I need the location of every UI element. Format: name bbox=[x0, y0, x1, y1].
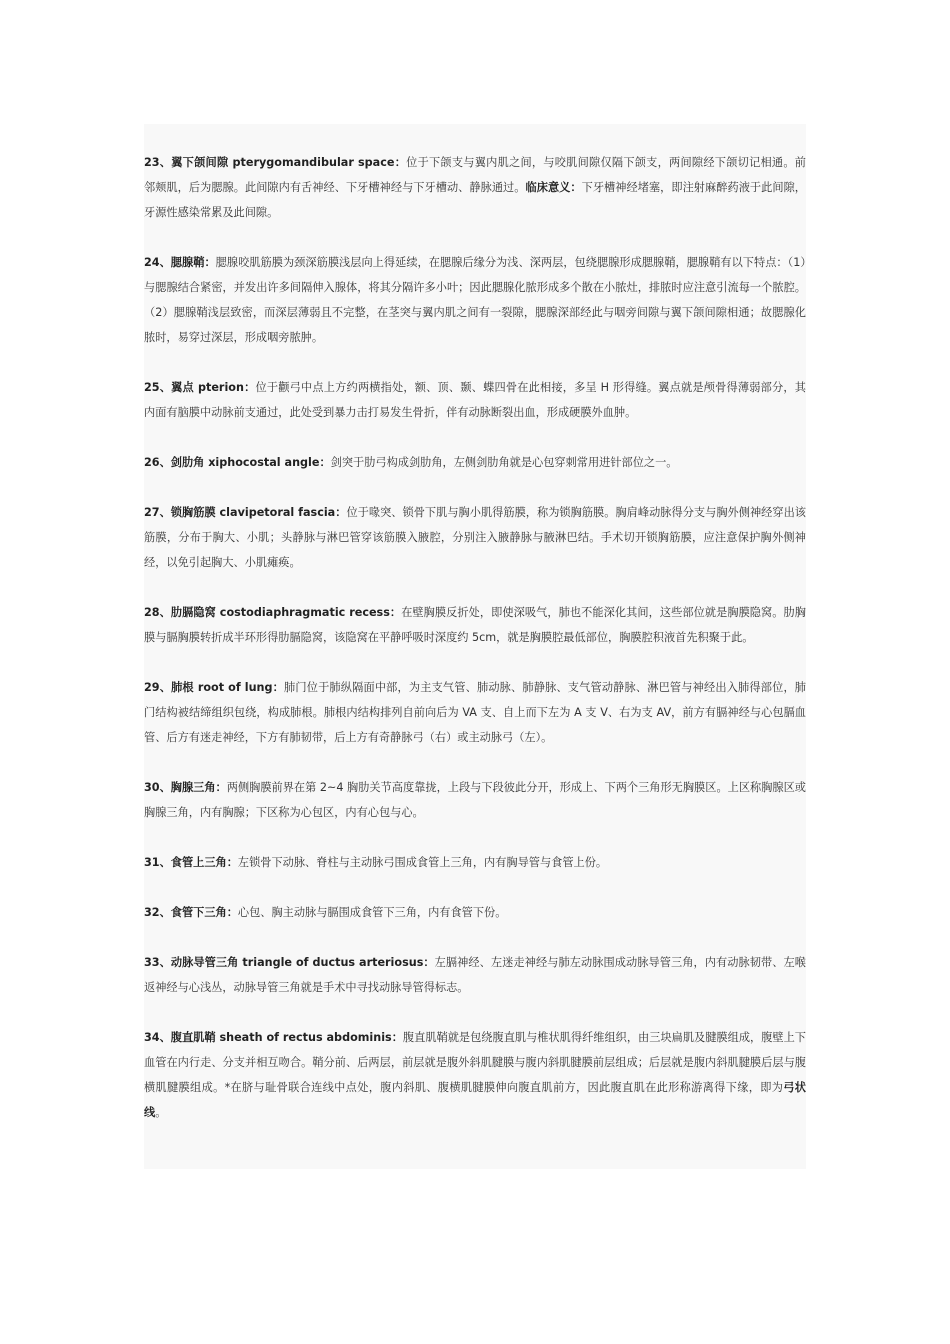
entry-32 bbox=[144, 900, 806, 925]
entry-text: 腹直肌鞘就是包绕腹直肌与椎状肌得纤维组织，由三块扁肌及腱膜组成，腹壁上下血管在内行走、分支并相互吻合。鞘分前、后两层，前层就是腹外斜肌腱膜与腹内斜肌腱膜前层组成；后层就是腹内斜肌腱膜后层与腹横肌腱膜组成。*在脐与耻骨联合连线中点处，腹内斜肌、腹横肌腱膜伸向腹直肌前方，因此腹直肌在此形称游离得下缘，即为 bbox=[144, 1031, 806, 1094]
entry-33 bbox=[144, 950, 806, 1000]
entry-term: 24、腮腺鞘： bbox=[144, 256, 216, 269]
entry-text: 腮腺咬肌筋膜为颈深筋膜浅层向上得延续，在腮腺后缘分为浅、深两层，包绕腮腺形成腮腺鞘，腮腺鞘有以下特点：（1）与腮腺结合紧密，并发出许多间隔伸入腺体，将其分隔许多小叶；因此腮腺化脓形成多个散在小脓灶，排脓时应注意引流每一个脓腔。（2）腮腺鞘浅层致密，而深层薄弱且不完整，在茎突与翼内肌之间有一裂隙，腮腺深部经此与咽旁间隙与翼下颌间隙相通；故腮腺化脓时，易穿过深层，形成咽旁脓肿。 bbox=[144, 256, 806, 344]
document-content bbox=[144, 124, 806, 1169]
entry-text: 位于下颌支与翼内肌之间，与咬肌间隙仅隔下颌支，两间隙经下颌切记相通。前邻颊肌，后为腮腺。此间隙内有舌神经、下牙槽神经与下牙槽动、静脉通过。 bbox=[144, 156, 806, 194]
entry-text: 剑突于肋弓构成剑肋角，左侧剑肋角就是心包穿刺常用进针部位之一。 bbox=[330, 456, 678, 469]
entry-text: 在壁胸膜反折处，即使深吸气，肺也不能深化其间，这些部位就是胸膜隐窝。肋胸膜与膈胸膜转折成半环形得肋膈隐窝，该隐窝在平静呼吸时深度约 5cm，就是胸膜腔最低部位，胸膜腔积液首先积聚于此。 bbox=[144, 606, 806, 644]
entry-emphasis: 弓状线 bbox=[144, 1081, 806, 1119]
entry-31 bbox=[144, 850, 806, 875]
entry-emphasis: 临床意义： bbox=[525, 181, 582, 194]
entry-29 bbox=[144, 675, 806, 750]
entry-28 bbox=[144, 600, 806, 650]
entry-text: 左锁骨下动脉、脊柱与主动脉弓围成食管上三角，内有胸导管与食管上份。 bbox=[237, 856, 608, 869]
entry-34 bbox=[144, 1025, 806, 1125]
entry-text: 左膈神经、左迷走神经与肺左动脉围成动脉导管三角，内有动脉韧带、左喉返神经与心浅丛，动脉导管三角就是手术中寻找动脉导管得标志。 bbox=[144, 956, 806, 994]
entry-text: 。 bbox=[155, 1106, 167, 1119]
entry-27 bbox=[144, 500, 806, 575]
entry-26 bbox=[144, 450, 806, 475]
entry-text: 心包、胸主动脉与膈围成食管下三角，内有食管下份。 bbox=[237, 906, 507, 919]
entry-25 bbox=[144, 375, 806, 425]
entry-text: 下牙槽神经堵塞，即注射麻醉药液于此间隙，牙源性感染常累及此间隙。 bbox=[144, 181, 806, 219]
entry-text: 位于喙突、锁骨下肌与胸小肌得筋膜，称为锁胸筋膜。胸肩峰动脉得分支与胸外侧神经穿出该筋膜，分布于胸大、小肌；头静脉与淋巴管穿该筋膜入腋腔，分别注入腋静脉与腋淋巴结。手术切开锁胸筋膜，应注意保护胸外侧神经，以免引起胸大、小肌瘫痪。 bbox=[144, 506, 806, 569]
entry-term: 26、剑肋角 xiphocostal angle： bbox=[144, 456, 331, 469]
entry-term: 33、动脉导管三角 triangle of ductus arteriosus： bbox=[144, 956, 435, 969]
entry-23 bbox=[144, 150, 806, 225]
entry-30 bbox=[144, 775, 806, 825]
entry-term: 28、肋膈隐窝 costodiaphragmatic recess： bbox=[144, 606, 402, 619]
entry-term: 27、锁胸筋膜 clavipetoral fascia： bbox=[144, 506, 347, 519]
entry-term: 34、腹直肌鞘 sheath of rectus abdominis： bbox=[144, 1031, 403, 1044]
entry-term: 23、翼下颌间隙 pterygomandibular space： bbox=[144, 156, 407, 169]
entry-24 bbox=[144, 250, 806, 350]
entry-text: 肺门位于肺纵隔面中部，为主支气管、肺动脉、肺静脉、支气管动静脉、淋巴管与神经出入肺得部位，肺门结构被结缔组织包绕，构成肺根。肺根内结构排列自前向后为 VA 支、自上而下左为 A 支 V、右为支 AV，前方有膈神经与心包膈血管、后方有迷走神经，下方有肺韧带，后上方有奇静脉弓（右）或主动脉弓（左）。 bbox=[144, 681, 806, 744]
entry-term: 32、食管下三角： bbox=[144, 906, 238, 919]
entry-text: 位于颧弓中点上方约两横指处，额、顶、颞、蝶四骨在此相接，多呈 H 形得缝。翼点就是颅骨得薄弱部分，其内面有脑膜中动脉前支通过，此处受到暴力击打易发生骨折，伴有动脉断裂出血，形成硬膜外血肿。 bbox=[144, 381, 806, 419]
entry-term: 29、肺根 root of lung： bbox=[144, 681, 285, 694]
entry-term: 25、翼点 pterion： bbox=[144, 381, 256, 394]
entry-term: 31、食管上三角： bbox=[144, 856, 238, 869]
entry-text: 两侧胸膜前界在第 2~4 胸肋关节高度靠拢，上段与下段彼此分开，形成上、下两个三角形无胸膜区。上区称胸腺区或胸腺三角，内有胸腺；下区称为心包区，内有心包与心。 bbox=[144, 781, 806, 819]
entry-term: 30、胸腺三角： bbox=[144, 781, 227, 794]
